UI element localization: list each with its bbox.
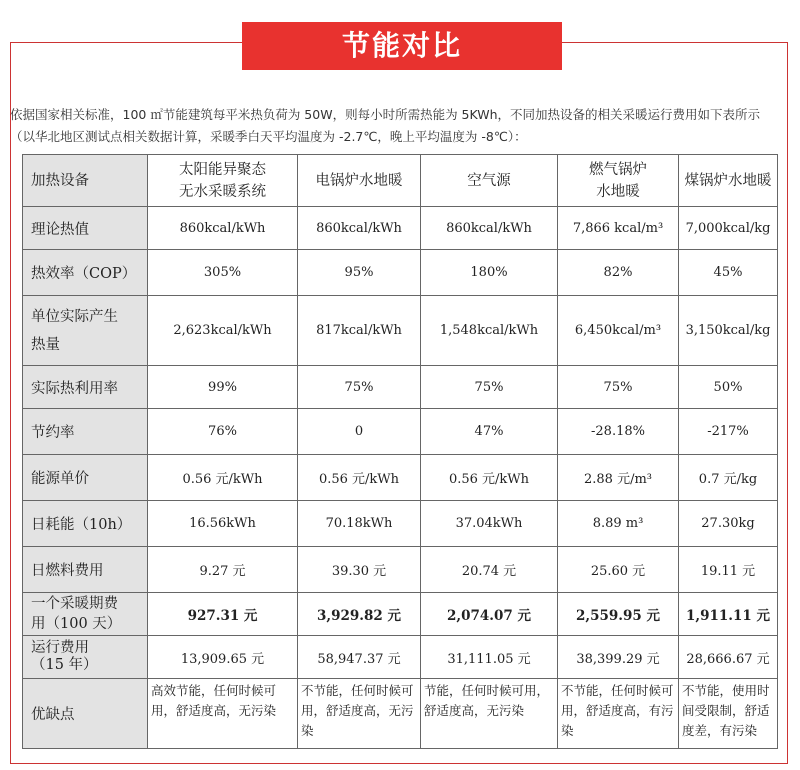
cell-electric: 75% — [298, 366, 421, 409]
table-row — [23, 455, 778, 501]
table-row — [23, 250, 778, 296]
cell-coal: 50% — [679, 366, 778, 409]
cell-solar: 高效节能，任何时候可用，舒适度高，无污染 — [148, 679, 298, 749]
cell-gas: 38,399.29 元 — [558, 636, 679, 679]
cell-air: 节能，任何时候可用，舒适度高，无污染 — [421, 679, 558, 749]
cell-air: 180% — [421, 250, 558, 296]
cell-electric: 0 — [298, 409, 421, 455]
cell-electric: 58,947.37 元 — [298, 636, 421, 679]
cell-electric: 39.30 元 — [298, 547, 421, 593]
frame-top-right-line — [562, 42, 788, 43]
cell-solar: 9.27 元 — [148, 547, 298, 593]
header-electric-boiler: 电锅炉水地暖 — [298, 155, 421, 207]
cell-coal: 45% — [679, 250, 778, 296]
cell-air: 75% — [421, 366, 558, 409]
header-coal-boiler: 煤锅炉水地暖 — [679, 155, 778, 207]
cell-gas: 8.89 m³ — [558, 501, 679, 547]
table-row — [23, 636, 778, 679]
cell-solar: 16.56kWh — [148, 501, 298, 547]
row-label: 理论热值 — [23, 207, 148, 250]
intro-text — [10, 104, 790, 148]
table-row — [23, 207, 778, 250]
cell-electric: 0.56 元/kWh — [298, 455, 421, 501]
header-solar: 太阳能异聚态 无水采暖系统 — [148, 155, 298, 207]
table-row — [23, 501, 778, 547]
cell-air: 860kcal/kWh — [421, 207, 558, 250]
header-air-source: 空气源 — [421, 155, 558, 207]
cell-gas: 2,559.95 元 — [558, 593, 679, 636]
header-corner: 加热设备 — [23, 155, 148, 207]
cell-gas: 6,450kcal/m³ — [558, 296, 679, 366]
cell-air: 1,548kcal/kWh — [421, 296, 558, 366]
intro-line-2: （以华北地区测试点相关数据计算，采暖季白天平均温度为 -2.7℃，晚上平均温度为 -8℃）： — [10, 129, 527, 144]
cell-solar: 305% — [148, 250, 298, 296]
cell-gas: 7,866 kcal/m³ — [558, 207, 679, 250]
row-label: 节约率 — [23, 409, 148, 455]
frame-top-left-line — [10, 42, 242, 43]
comparison-table — [22, 154, 778, 749]
cell-coal: 1,911.11 元 — [679, 593, 778, 636]
cell-coal: 3,150kcal/kg — [679, 296, 778, 366]
row-label: 单位实际产生 热量 — [23, 296, 148, 366]
header-gas-boiler: 燃气锅炉 水地暖 — [558, 155, 679, 207]
table-row — [23, 296, 778, 366]
cell-electric: 不节能，任何时候可用，舒适度高，无污染 — [298, 679, 421, 749]
row-label: 日耗能（10h） — [23, 501, 148, 547]
table-row — [23, 593, 778, 636]
cell-solar: 13,909.65 元 — [148, 636, 298, 679]
cell-gas: 2.88 元/m³ — [558, 455, 679, 501]
cell-air: 47% — [421, 409, 558, 455]
cell-coal: -217% — [679, 409, 778, 455]
cell-gas: -28.18% — [558, 409, 679, 455]
table-row — [23, 679, 778, 749]
cell-solar: 0.56 元/kWh — [148, 455, 298, 501]
cell-air: 20.74 元 — [421, 547, 558, 593]
cell-electric: 95% — [298, 250, 421, 296]
row-label: 实际热利用率 — [23, 366, 148, 409]
cell-electric: 860kcal/kWh — [298, 207, 421, 250]
cell-coal: 0.7 元/kg — [679, 455, 778, 501]
cell-solar: 76% — [148, 409, 298, 455]
cell-solar: 860kcal/kWh — [148, 207, 298, 250]
cell-electric: 70.18kWh — [298, 501, 421, 547]
cell-coal: 27.30kg — [679, 501, 778, 547]
row-label: 运行费用 （15 年） — [23, 636, 148, 679]
intro-line-1: 依据国家相关标准，100 ㎡节能建筑每平米热负荷为 50W，则每小时所需热能为 5KWh，不同加热设备的相关采暖运行费用如下表所示 — [10, 107, 761, 122]
table-header-row — [23, 155, 778, 207]
cell-solar: 99% — [148, 366, 298, 409]
cell-coal: 7,000kcal/kg — [679, 207, 778, 250]
cell-air: 37.04kWh — [421, 501, 558, 547]
row-label: 一个采暖期费 用（100 天） — [23, 593, 148, 636]
cell-gas: 25.60 元 — [558, 547, 679, 593]
cell-coal: 19.11 元 — [679, 547, 778, 593]
cell-gas: 75% — [558, 366, 679, 409]
cell-solar: 2,623kcal/kWh — [148, 296, 298, 366]
row-label: 优缺点 — [23, 679, 148, 749]
table-row — [23, 547, 778, 593]
table-row — [23, 409, 778, 455]
cell-electric: 817kcal/kWh — [298, 296, 421, 366]
row-label: 能源单价 — [23, 455, 148, 501]
row-label: 日燃料费用 — [23, 547, 148, 593]
cell-air: 0.56 元/kWh — [421, 455, 558, 501]
cell-gas: 82% — [558, 250, 679, 296]
row-label: 热效率（COP） — [23, 250, 148, 296]
cell-coal: 不节能，使用时间受限制，舒适度差，有污染 — [679, 679, 778, 749]
cell-gas: 不节能，任何时候可用，舒适度高，有污染 — [558, 679, 679, 749]
cell-air: 2,074.07 元 — [421, 593, 558, 636]
cell-air: 31,111.05 元 — [421, 636, 558, 679]
cell-electric: 3,929.82 元 — [298, 593, 421, 636]
page-title: 节能对比 — [242, 22, 562, 70]
table-row — [23, 366, 778, 409]
cell-coal: 28,666.67 元 — [679, 636, 778, 679]
cell-solar: 927.31 元 — [148, 593, 298, 636]
